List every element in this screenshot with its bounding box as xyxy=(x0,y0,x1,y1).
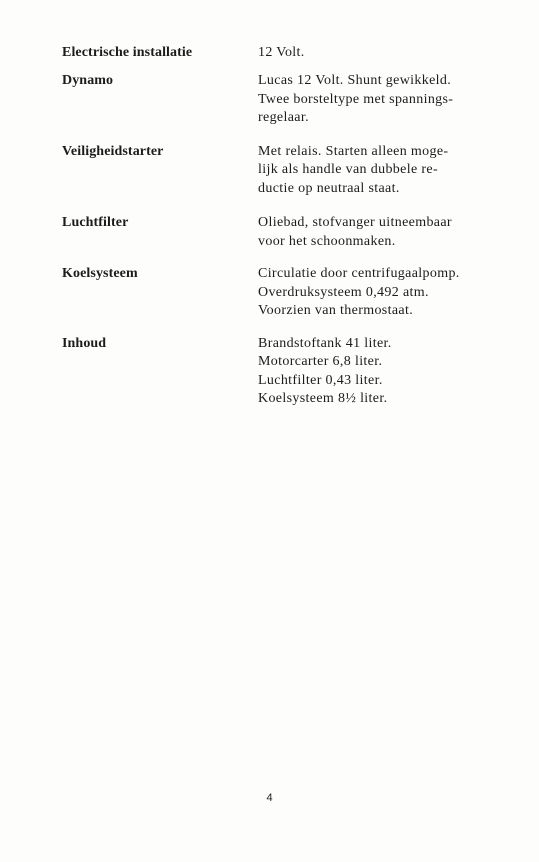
spec-row-veiligheidstarter xyxy=(62,143,512,199)
spec-value xyxy=(258,72,512,128)
spec-label: Dynamo xyxy=(62,73,114,88)
spec-value-line: Koelsysteem 8½ liter. xyxy=(258,391,388,406)
specifications-table xyxy=(62,44,512,409)
spec-value-line: Met relais. Starten alleen moge- xyxy=(258,143,449,159)
spec-value-line: Brandstoftank 41 liter. xyxy=(258,335,392,351)
spec-value-line: Overdruksysteem 0,492 atm. xyxy=(258,284,429,300)
spec-value-line: Circulatie door centrifugaalpomp. xyxy=(258,266,460,281)
spec-value xyxy=(258,143,512,199)
spec-value xyxy=(258,335,512,409)
spec-label: Inhoud xyxy=(62,335,107,351)
spec-label: Luchtfilter xyxy=(62,215,129,230)
spec-value-line: ductie op neutraal staat. xyxy=(258,180,400,196)
page-number: 4 xyxy=(266,792,273,804)
spec-row-luchtfilter xyxy=(62,214,512,251)
spec-label: Electrische installatie xyxy=(62,45,193,60)
spec-row-koelsysteem xyxy=(62,265,512,321)
spec-value-line: lijk als handle van dubbele re- xyxy=(258,162,438,177)
spec-value xyxy=(258,214,512,251)
spec-label: Koelsysteem xyxy=(62,266,138,281)
spec-value-line: Motorcarter 6,8 liter. xyxy=(258,354,383,369)
spec-value-line: Oliebad, stofvanger uitneembaar xyxy=(258,215,452,230)
spec-value-line: 12 Volt. xyxy=(258,45,305,60)
spec-value-line: Twee borsteltype met spannings- xyxy=(258,91,454,107)
spec-row-dynamo xyxy=(62,72,512,128)
spec-row-electrische-installatie xyxy=(62,44,512,64)
spec-value-line: Luchtfilter 0,43 liter. xyxy=(258,372,383,388)
spec-value xyxy=(258,265,512,321)
spec-value-line: Voorzien van thermostaat. xyxy=(258,303,414,318)
spec-row-inhoud xyxy=(62,335,512,409)
spec-value-line: Lucas 12 Volt. Shunt gewikkeld. xyxy=(258,73,452,88)
spec-value xyxy=(258,44,512,63)
spec-value-line: voor het schoonmaken. xyxy=(258,233,396,249)
spec-label: Veiligheidstarter xyxy=(62,143,164,159)
spec-value-line: regelaar. xyxy=(258,110,309,125)
